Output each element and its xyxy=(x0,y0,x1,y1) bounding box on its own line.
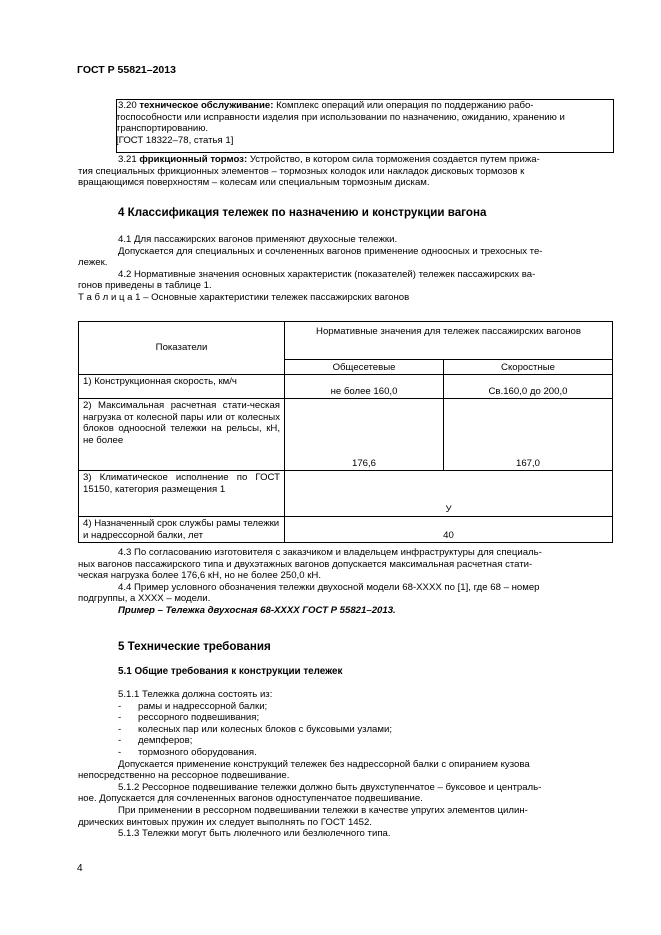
para-4-3-line-2: ных вагонов пассажирского типа и двухэтажных вагонов допускается максимальная расчетная стати- xyxy=(78,558,533,570)
term-3-20-line-1: 3.20 техническое обслуживание: Комплекс операций или операция по поддержанию рабо- xyxy=(118,100,534,111)
para-4-3-line-3: ческая нагрузка более 176,6 кН, но не более 250,0 кН. xyxy=(78,570,322,582)
para-4-3-line-1: 4.3 По согласованию изготовителя с заказчиком и владельцем инфраструктуры для специаль- xyxy=(118,547,542,558)
row-2-fast: 167,0 xyxy=(444,399,613,471)
term-3-20-line-2: тоспособности или исправности изделия при использовании по назначению, ожиданию, хранению и xyxy=(116,111,565,123)
table-caption: Т а б л и ц а 1 – Основные характеристики тележек пассажирских вагонов xyxy=(78,291,410,303)
para-5-1-2-line-1: 5.1.2 Рессорное подвешивание тележки должно быть двухступенчатое – буксовое и централь- xyxy=(118,781,542,793)
table-row xyxy=(79,517,613,543)
term-3-21-line-2: тия специальных фрикционных элементов – тормозных колодок или накладок дисковых тормозов к xyxy=(78,165,525,177)
para-4-4-line-2: подгруппы, а ХХХХ – модели. xyxy=(78,593,211,605)
term-3-21 xyxy=(78,154,612,189)
para-4-2-line-1: 4.2 Нормативные значения основных характеристик (показателей) тележек пассажирских ва- xyxy=(118,268,536,280)
list-item: - рессорного подвешивания; xyxy=(118,712,612,724)
term-3-20-line-3: транспортированию. xyxy=(116,123,209,135)
row-1-fast: Св.160,0 до 200,0 xyxy=(444,375,613,399)
characteristics-table xyxy=(78,321,613,543)
list-item: - демпферов; xyxy=(118,735,612,747)
row-4-label: 4) Назначенный срок службы рамы тележки и надрессорной балки, лет xyxy=(79,517,285,543)
para-4-1b-line-1: Допускается для специальных и сочлененных вагонов применение одноосных и трехосных те- xyxy=(118,245,543,257)
para-4-1b-line-2: лежек. xyxy=(78,257,108,269)
para-5-1-1b-line-1: Допускается применение конструкций тележек без надрессорной балки с опиранием кузова xyxy=(118,758,530,770)
table-row xyxy=(79,375,613,399)
section-5-heading: 5 Технические требования xyxy=(118,640,271,653)
page-number: 4 xyxy=(77,863,83,874)
section-4-body xyxy=(78,234,612,304)
section-4-after-table xyxy=(78,547,612,617)
page-header: ГОСТ Р 55821–2013 xyxy=(77,64,176,76)
para-5-1-1b-line-2: непосредственно на рессорное подвешивание. xyxy=(78,770,290,782)
term-3-21-line-1: 3.21 фрикционный тормоз: Устройство, в котором сила торможения создается путем прижа- xyxy=(118,154,540,165)
row-4-merged: 40 xyxy=(285,517,613,543)
section-4-heading: 4 Классификация тележек по назначению и конструкции вагона xyxy=(118,206,487,219)
table-header-fast: Скоростные xyxy=(444,360,613,375)
para-5-1-2b-line-2: дрических винтовых пружин их следует выполнять по ГОСТ 1452. xyxy=(78,816,372,828)
subsection-5-1-heading: 5.1 Общие требования к конструкции тележек xyxy=(118,666,343,677)
para-5-1-2-line-2: ное. Допускается для сочлененных вагонов одноступенчатое подвешивание. xyxy=(78,793,423,805)
list-item: - тормозного оборудования. xyxy=(118,747,612,759)
list-item: - рамы и надрессорной балки; xyxy=(118,701,612,713)
row-3-label: 3) Климатическое исполнение по ГОСТ 15150, категория размещения 1 xyxy=(79,471,285,517)
para-4-4-line-1: 4.4 Пример условного обозначения тележки двухосной модели 68-ХХХХ по [1], где 68 – номер xyxy=(118,581,540,593)
row-1-label: 1) Конструкционная скорость, км/ч xyxy=(79,375,285,399)
term-3-20 xyxy=(78,100,612,146)
table-row xyxy=(79,399,613,471)
term-3-20-source: [ГОСТ 18322–78, статья 1] xyxy=(116,134,234,146)
para-5-1-3: 5.1.3 Тележки могут быть люлечного или безлюлечного типа. xyxy=(118,828,391,840)
list-item: - колесных пар или колесных блоков с буксовыми узлами; xyxy=(118,724,612,736)
row-2-label: 2) Максимальная расчетная стати-ческая нагрузка от колесной пары или от колесных блоков одноосной тележки на рельсы, кН, не более xyxy=(79,399,285,471)
example-designation: Пример – Тележка двухосная 68-ХХХХ ГОСТ Р 55821–2013. xyxy=(118,604,396,616)
para-5-1-2b-line-1: При применении в рессорном подвешивании тележки в качестве упругих элементов цилин- xyxy=(118,804,528,816)
section-5-body xyxy=(78,689,612,840)
para-4-2-line-2: гонов приведены в таблице 1. xyxy=(78,280,212,292)
para-4-1: 4.1 Для пассажирских вагонов применяют двухосные тележки. xyxy=(118,234,398,245)
para-5-1-1: 5.1.1 Тележка должна состоять из: xyxy=(118,689,273,700)
table-header-general: Общесетевые xyxy=(285,360,444,375)
table-row xyxy=(79,471,613,517)
row-2-general: 176,6 xyxy=(285,399,444,471)
table-header-group: Нормативные значения для тележек пассажирских вагонов xyxy=(285,322,613,360)
components-list xyxy=(78,701,612,759)
table-header-indicator: Показатели xyxy=(79,322,285,375)
term-3-21-line-3: вращающимся поверхностям – колесам или специальным тормозным дискам. xyxy=(78,177,430,189)
row-3-merged: У xyxy=(285,471,613,517)
row-1-general: не более 160,0 xyxy=(285,375,444,399)
